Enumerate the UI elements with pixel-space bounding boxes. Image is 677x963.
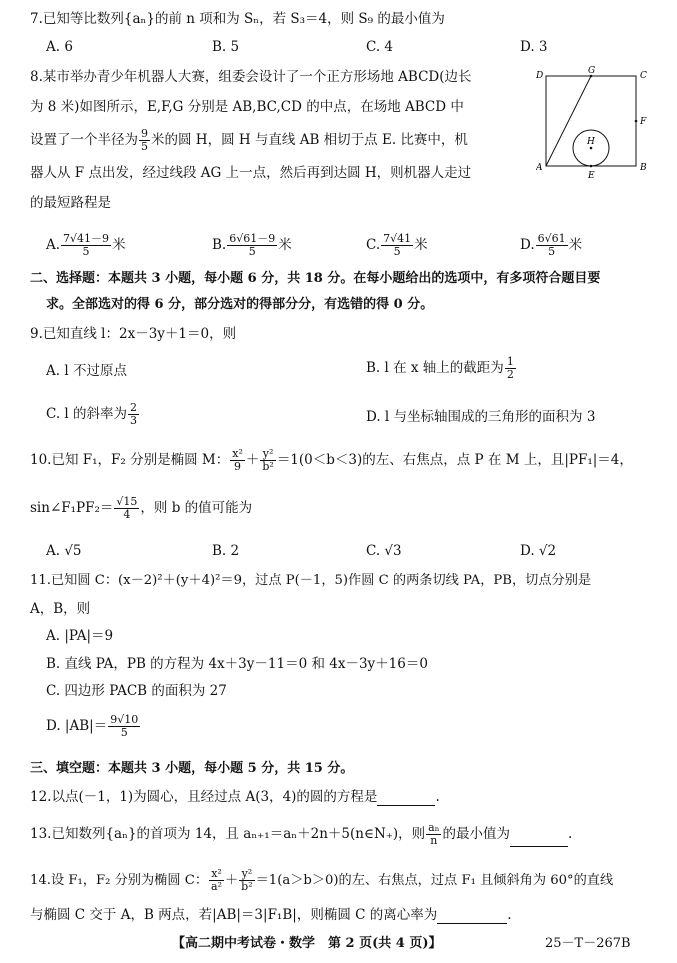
q11-line-1: 11.已知圆 C：(x－2)²＋(y＋4)²＝9，过点 P(－1，5)作圆 C 的两条切线 PA，PB，切点分别是 [30, 573, 592, 588]
footer-title: 【高二期中考试卷・数学 第 2 页(共 4 页)】 [172, 936, 442, 951]
q7-option-b: B. 5 [212, 39, 240, 55]
q8-option-a: A. $\frac{7√41-9}{5}$ 米 [46, 232, 126, 258]
q9-option-a: A. l 不过原点 [46, 363, 127, 379]
q8-line-2: 为 8 米)如图所示，E,F,G 分别是 AB,BC,CD 的中点，在场地 ABCD 中 [30, 99, 464, 115]
q11-option-a: A. |PA|＝9 [46, 628, 114, 644]
section-2-heading-line-2: 求。全部选对的得 6 分，部分选对的得部分分，有选错的得 0 分。 [46, 297, 434, 312]
q11-line-2: A，B，则 [30, 601, 91, 617]
label-c: C [640, 71, 647, 81]
q7-option-a: A. 6 [46, 39, 73, 55]
q9-option-c: C. l 的斜率为 $\frac{2}{3}$ [46, 401, 138, 427]
label-a: A [536, 163, 543, 173]
q7-options [0, 38, 677, 60]
q9-option-b: B. l 在 x 轴上的截距为 $\frac{1}{2}$ [366, 355, 514, 381]
section-3-heading: 三、填空题：本题共 3 小题，每小题 5 分，共 15 分。 [30, 761, 354, 776]
q8-radius-post: 米的圆 H，圆 H 与直线 AB 相切于点 E. 比赛中，机 [151, 132, 468, 148]
q11-option-d: D. |AB|＝ $\frac{9√10}{5}$ [46, 713, 139, 739]
label-b: B [640, 163, 647, 173]
q8-option-b: B. $\frac{6√61-9}{5}$ 米 [212, 232, 292, 258]
q10-option-c: C. √3 [366, 543, 402, 559]
label-d: D [536, 71, 544, 81]
segment-ag [546, 76, 591, 166]
q10-option-d: D. √2 [520, 543, 557, 559]
q13: 13.已知数列{aₙ}的首项为 14，且 aₙ₊₁＝aₙ＋2n＋5(n∈N₊)，则 $\frac{\text{aₙ}}{n}$ 的最小值为 . [30, 821, 573, 847]
q8-line-3 [30, 128, 468, 153]
q10-option-b: B. 2 [212, 543, 240, 559]
point-f [635, 120, 638, 123]
q12-answer-blank[interactable] [377, 791, 435, 806]
q10-line-1: 10.已知 F₁，F₂ 分别是椭圆 M： $\frac{\text{x²}}{9}$ ＋ $\frac{\text{y²}}{\text{b²}}$ ＝1(0＜b＜3)的左、右焦点，点 P 在 M 上，且|PF₁|＝4， [30, 447, 633, 473]
square-abcd [546, 76, 636, 166]
q8-line-5: 的最短路程是 [30, 195, 111, 211]
q11-option-b: B. 直线 PA，PB 的方程为 4x＋3y－11＝0 和 4x－3y＋16＝0 [46, 656, 428, 672]
q8-radius-pre: 设置了一个半径为 [30, 132, 138, 148]
q8-radius-fraction: $\frac{9}{5}$ [141, 127, 148, 153]
label-g: G [588, 66, 596, 76]
q11-option-c: C. 四边形 PACB 的面积为 27 [46, 683, 227, 699]
label-f: F [640, 117, 647, 127]
label-e: E [588, 171, 595, 181]
section-2-heading-line-1: 二、选择题：本题共 3 小题，每小题 6 分，共 18 分。在每小题给出的选项中，有多项符合题目要 [30, 271, 601, 286]
q12: 12.以点(－1，1)为圆心，且经过点 A(3，4)的圆的方程是 . [30, 789, 440, 805]
label-h: H [587, 137, 595, 147]
q7-stem: 7.已知等比数列{aₙ}的前 n 项和为 Sₙ，若 S₃＝4，则 S₉ 的最小值为 [30, 11, 445, 27]
q10-line-2: sin∠F₁PF₂＝ $\frac{√15}{4}$ ，则 b 的值可能为 [30, 495, 253, 521]
q9-option-d: D. l 与坐标轴围成的三角形的面积为 3 [366, 409, 596, 425]
q8-line-4: 器人从 F 点出发，经过线段 AG 上一点，然后再到达圆 H，则机器人走过 [30, 165, 472, 181]
q8-option-d: D. $\frac{6√61}{5}$ 米 [520, 232, 583, 258]
q8-option-c: C. $\frac{7√41}{5}$ 米 [366, 232, 428, 258]
footer-code: 25－T－267B [545, 936, 631, 951]
q8-square-field-figure [536, 66, 656, 184]
point-h [590, 147, 593, 150]
q14-answer-blank[interactable] [437, 909, 507, 924]
q10-options [0, 542, 677, 564]
q10-option-a: A. √5 [46, 543, 82, 559]
q14-line-1: 14.设 F₁，F₂ 分别为椭圆 C： $\frac{\text{x²}}{\text{a²}}$ ＋ $\frac{\text{y²}}{\text{b²}}$ ＝1(a＞b＞0)的左、右焦点，过点 F₁ 且倾斜角为 60°的直线 [30, 867, 614, 893]
q7-option-d: D. 3 [520, 39, 548, 55]
q8-line-1: 8.某市举办青少年机器人大赛，组委会设计了一个正方形场地 ABCD(边长 [30, 69, 472, 85]
point-e [590, 165, 593, 168]
q7-option-c: C. 4 [366, 39, 394, 55]
q13-answer-blank[interactable] [510, 832, 568, 847]
q9-stem: 9.已知直线 l：2x－3y＋1＝0，则 [30, 326, 237, 342]
page-footer [0, 935, 677, 955]
q8-options [0, 230, 677, 256]
q14-line-2: 与椭圆 C 交于 A，B 两点，若|AB|＝3|F₁B|，则椭圆 C 的离心率为 . [30, 907, 512, 923]
